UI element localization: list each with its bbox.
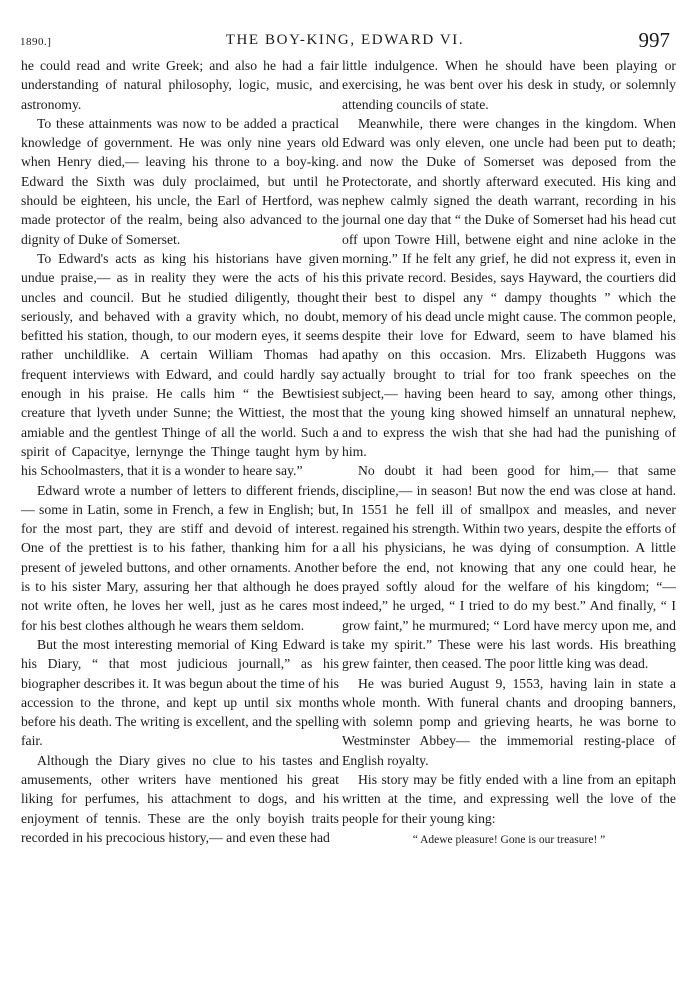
right-column bbox=[342, 56, 676, 850]
paragraph: He was buried August 9, 1553, having lain in state a whole month. With funeral chants and drooping banners, with solemn pomp and grieving hearts, he was borne to Westminster Abbey— the immemorial resting-place of English royalty. bbox=[342, 675, 676, 768]
paragraph: His story may be fitly ended with a line from an epitaph written at the time, and expressing well the love of the people for their young king: bbox=[342, 771, 676, 826]
paragraph: To these attainments was now to be added a practical knowledge of government. He was only nine years old when Henry died,— leaving his throne to a boy-king. Edward the Sixth was duly proclaimed, but until he should be eighteen, his uncle, the Earl of Hertford, was made protector of the realm, being also advanced to the dignity of Duke of Somerset. bbox=[21, 115, 339, 247]
running-header bbox=[20, 30, 670, 56]
header-date: 1890.] bbox=[20, 36, 52, 48]
paragraph: Although the Diary gives no clue to his tastes and amusements, other writers have mentioned his great liking for perfumes, his attachment to dogs, and his enjoyment of tennis. These are the only boyish traits recorded in his precocious history,— and even these had bbox=[21, 752, 339, 845]
page-number: 997 bbox=[638, 28, 670, 52]
paragraph: Edward wrote a number of letters to different friends,— some in Latin, some in French, a few in English; but, for the most part, they are stiff and devoid of interest. One of the prettiest is to his father, thanking him for a present of jeweled buttons, and other ornaments. Another is to his sister Mary, assuring her that although he does not write often, he loves her well, just as he cares most for his best clothes although he wears them seldom. bbox=[21, 482, 339, 633]
paragraph: little indulgence. When he should have been playing or exercising, he was bent over his desk in study, or solemnly attending councils of state. bbox=[342, 58, 676, 112]
running-title: THE BOY-KING, EDWARD VI. bbox=[225, 32, 465, 48]
paragraph: No doubt it had been good for him,— that same discipline,— in season! But now the end was close at hand. In 1551 he fell ill of smallpox and measles, and never regained his strength. Within two years, despite the efforts of all his physicians, he was dying of consumption. A little before the end, not knowing that any one could hear, he prayed softly aloud for the welfare of his kingdom; “— indeed,” he urged, “ I tried to do my best.” And finally, “ I grow faint,” he murmured; “ Lord have mercy upon me, and take my spirit.” These were his last words. His breathing grew fainter, then ceased. The poor little king was dead. bbox=[342, 463, 676, 672]
left-column bbox=[21, 56, 339, 847]
epitaph-quote: “ Adewe pleasure! Gone is our treasure! ” bbox=[412, 833, 606, 846]
paragraph: Meanwhile, there were changes in the kingdom. When Edward was only eleven, one uncle had been put to death; and now the Duke of Somerset was deposed from the Protectorate, and shortly afterward executed. His king and nephew calmly signed the death warrant, recording in his journal one day that “ the Duke of Somerset had his head cut off upon Towre Hill, betwene eight and nine acloke in the morning.” If he felt any grief, he did not express it, even in this private record. Besides, says Hayward, the courtiers did their best to dispel any “ dampy thoughts ” which the memory of his dead uncle might cause. The common people, despite their love for Edward, seem to have blamed his apathy on this occasion. Mrs. Elizabeth Huggons was actually brought to trial for too frank speeches on the subject,— having been heard to say, among other things, that the young king showed himself an unnatural nephew, and to express the wish that she had had the punishing of him. bbox=[342, 115, 676, 459]
paragraph: But the most interesting memorial of King Edward is his Diary, “ that most judicious journall,” as his biographer describes it. It was begun about the time of his accession to the throne, and kept up until six months before his death. The writing is excellent, and the spelling fair. bbox=[21, 636, 339, 749]
paragraph: To Edward's acts as king his historians have given undue praise,— as in reality they were the acts of his uncles and council. But he studied diligently, thought seriously, and behaved with a gravity which, no doubt, befitted his station, though, to our modern eyes, it seems rather unchildlike. A certain William Thomas had frequent interviews with Edward, and could hardly say enough in his praise. He calls him “ the Bewtisiest creature that lyveth under Sunne; the Wittiest, the most amiable and the gentlest Thinge of all the world. Such a spirit of Capacitye, lernynge the Thinge taught hym by his Schoolmasters, that it is a wonder to heare say.” bbox=[21, 250, 339, 479]
paragraph: he could read and write Greek; and also he had a fair understanding of natural philosophy, logic, music, and astronomy. bbox=[21, 58, 339, 112]
